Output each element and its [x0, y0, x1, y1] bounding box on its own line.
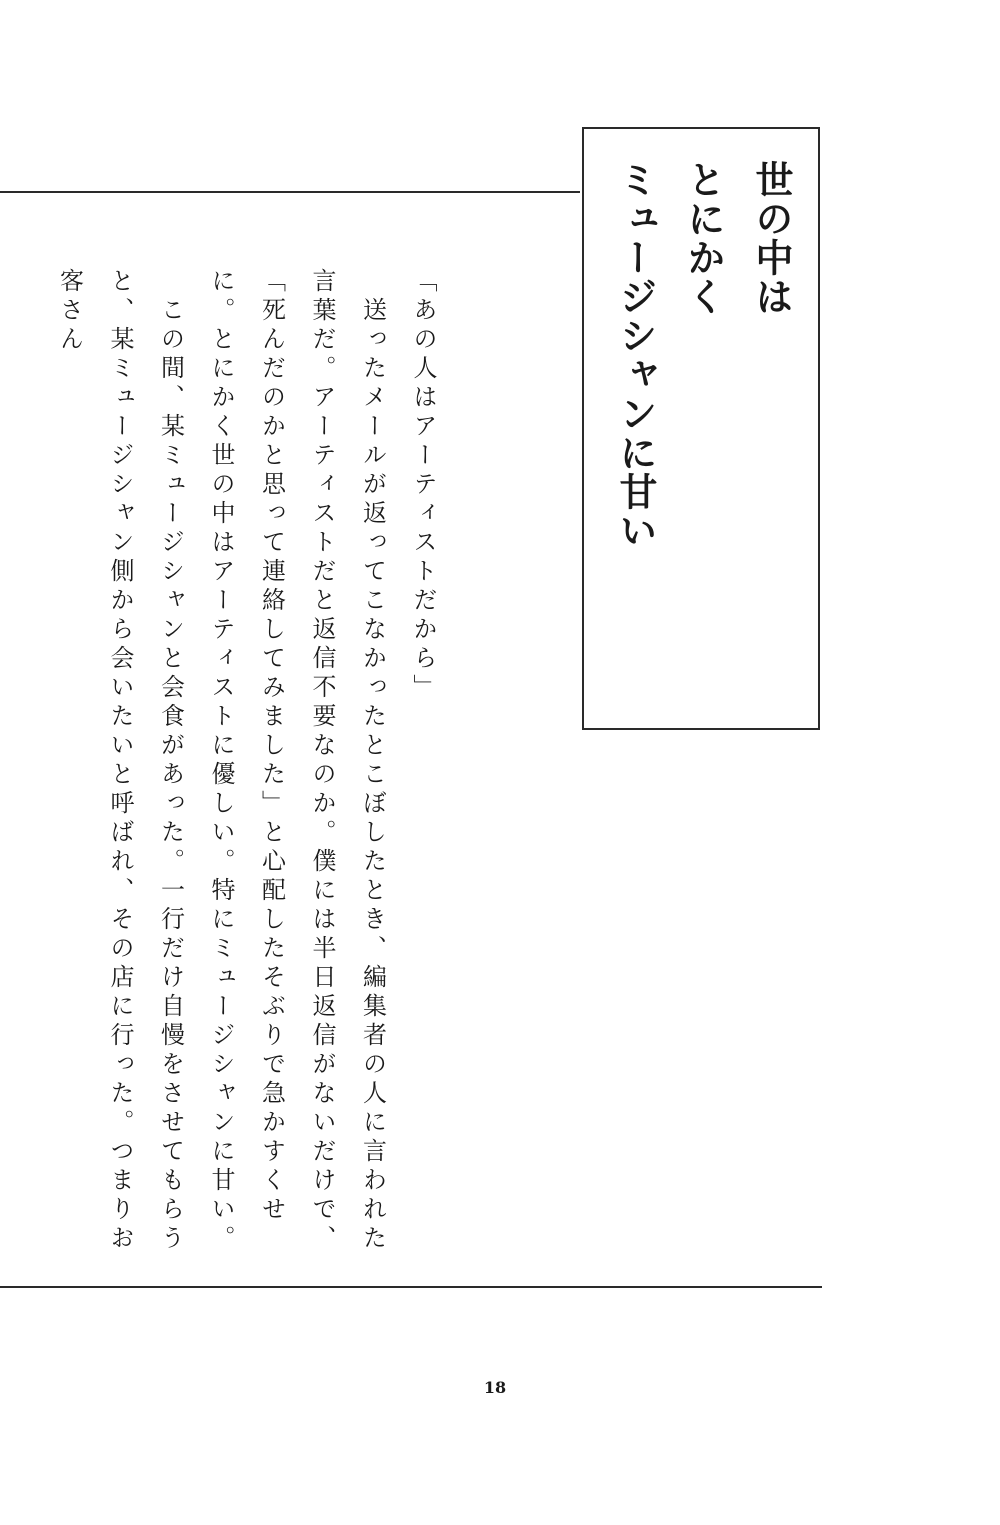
paragraph-1: 送ったメールが返ってこなかったとこぼしたとき、編集者の人に言われた言葉だ。アーティストだと返信不要なのか。僕には半日返信がないだけで、「死んだのかと思って連絡してみました」と心配したそぶりで急かすくせに。とにかく世の中はアーティストに優しい。特にミュージシャンに甘い。 [207, 268, 387, 1254]
paragraph-2: この間、某ミュージシャンと会食があった。一行だけ自慢をさせてもらうと、某ミュージシャン側から会いたいと呼ばれ、その店に行った。つまりお客さん [55, 268, 185, 1254]
title-line-1: 世の中は [749, 160, 793, 316]
top-rule [0, 191, 580, 193]
chapter-title [600, 160, 805, 700]
title-line-3: ミュージシャンに甘い [613, 160, 657, 550]
body-text [55, 268, 448, 1258]
page-number: 18 [483, 1378, 507, 1397]
paragraph-quote: 「あの人はアーティストだから」 [409, 268, 437, 703]
bottom-rule [0, 1286, 822, 1288]
title-line-2: とにかく [681, 160, 725, 316]
